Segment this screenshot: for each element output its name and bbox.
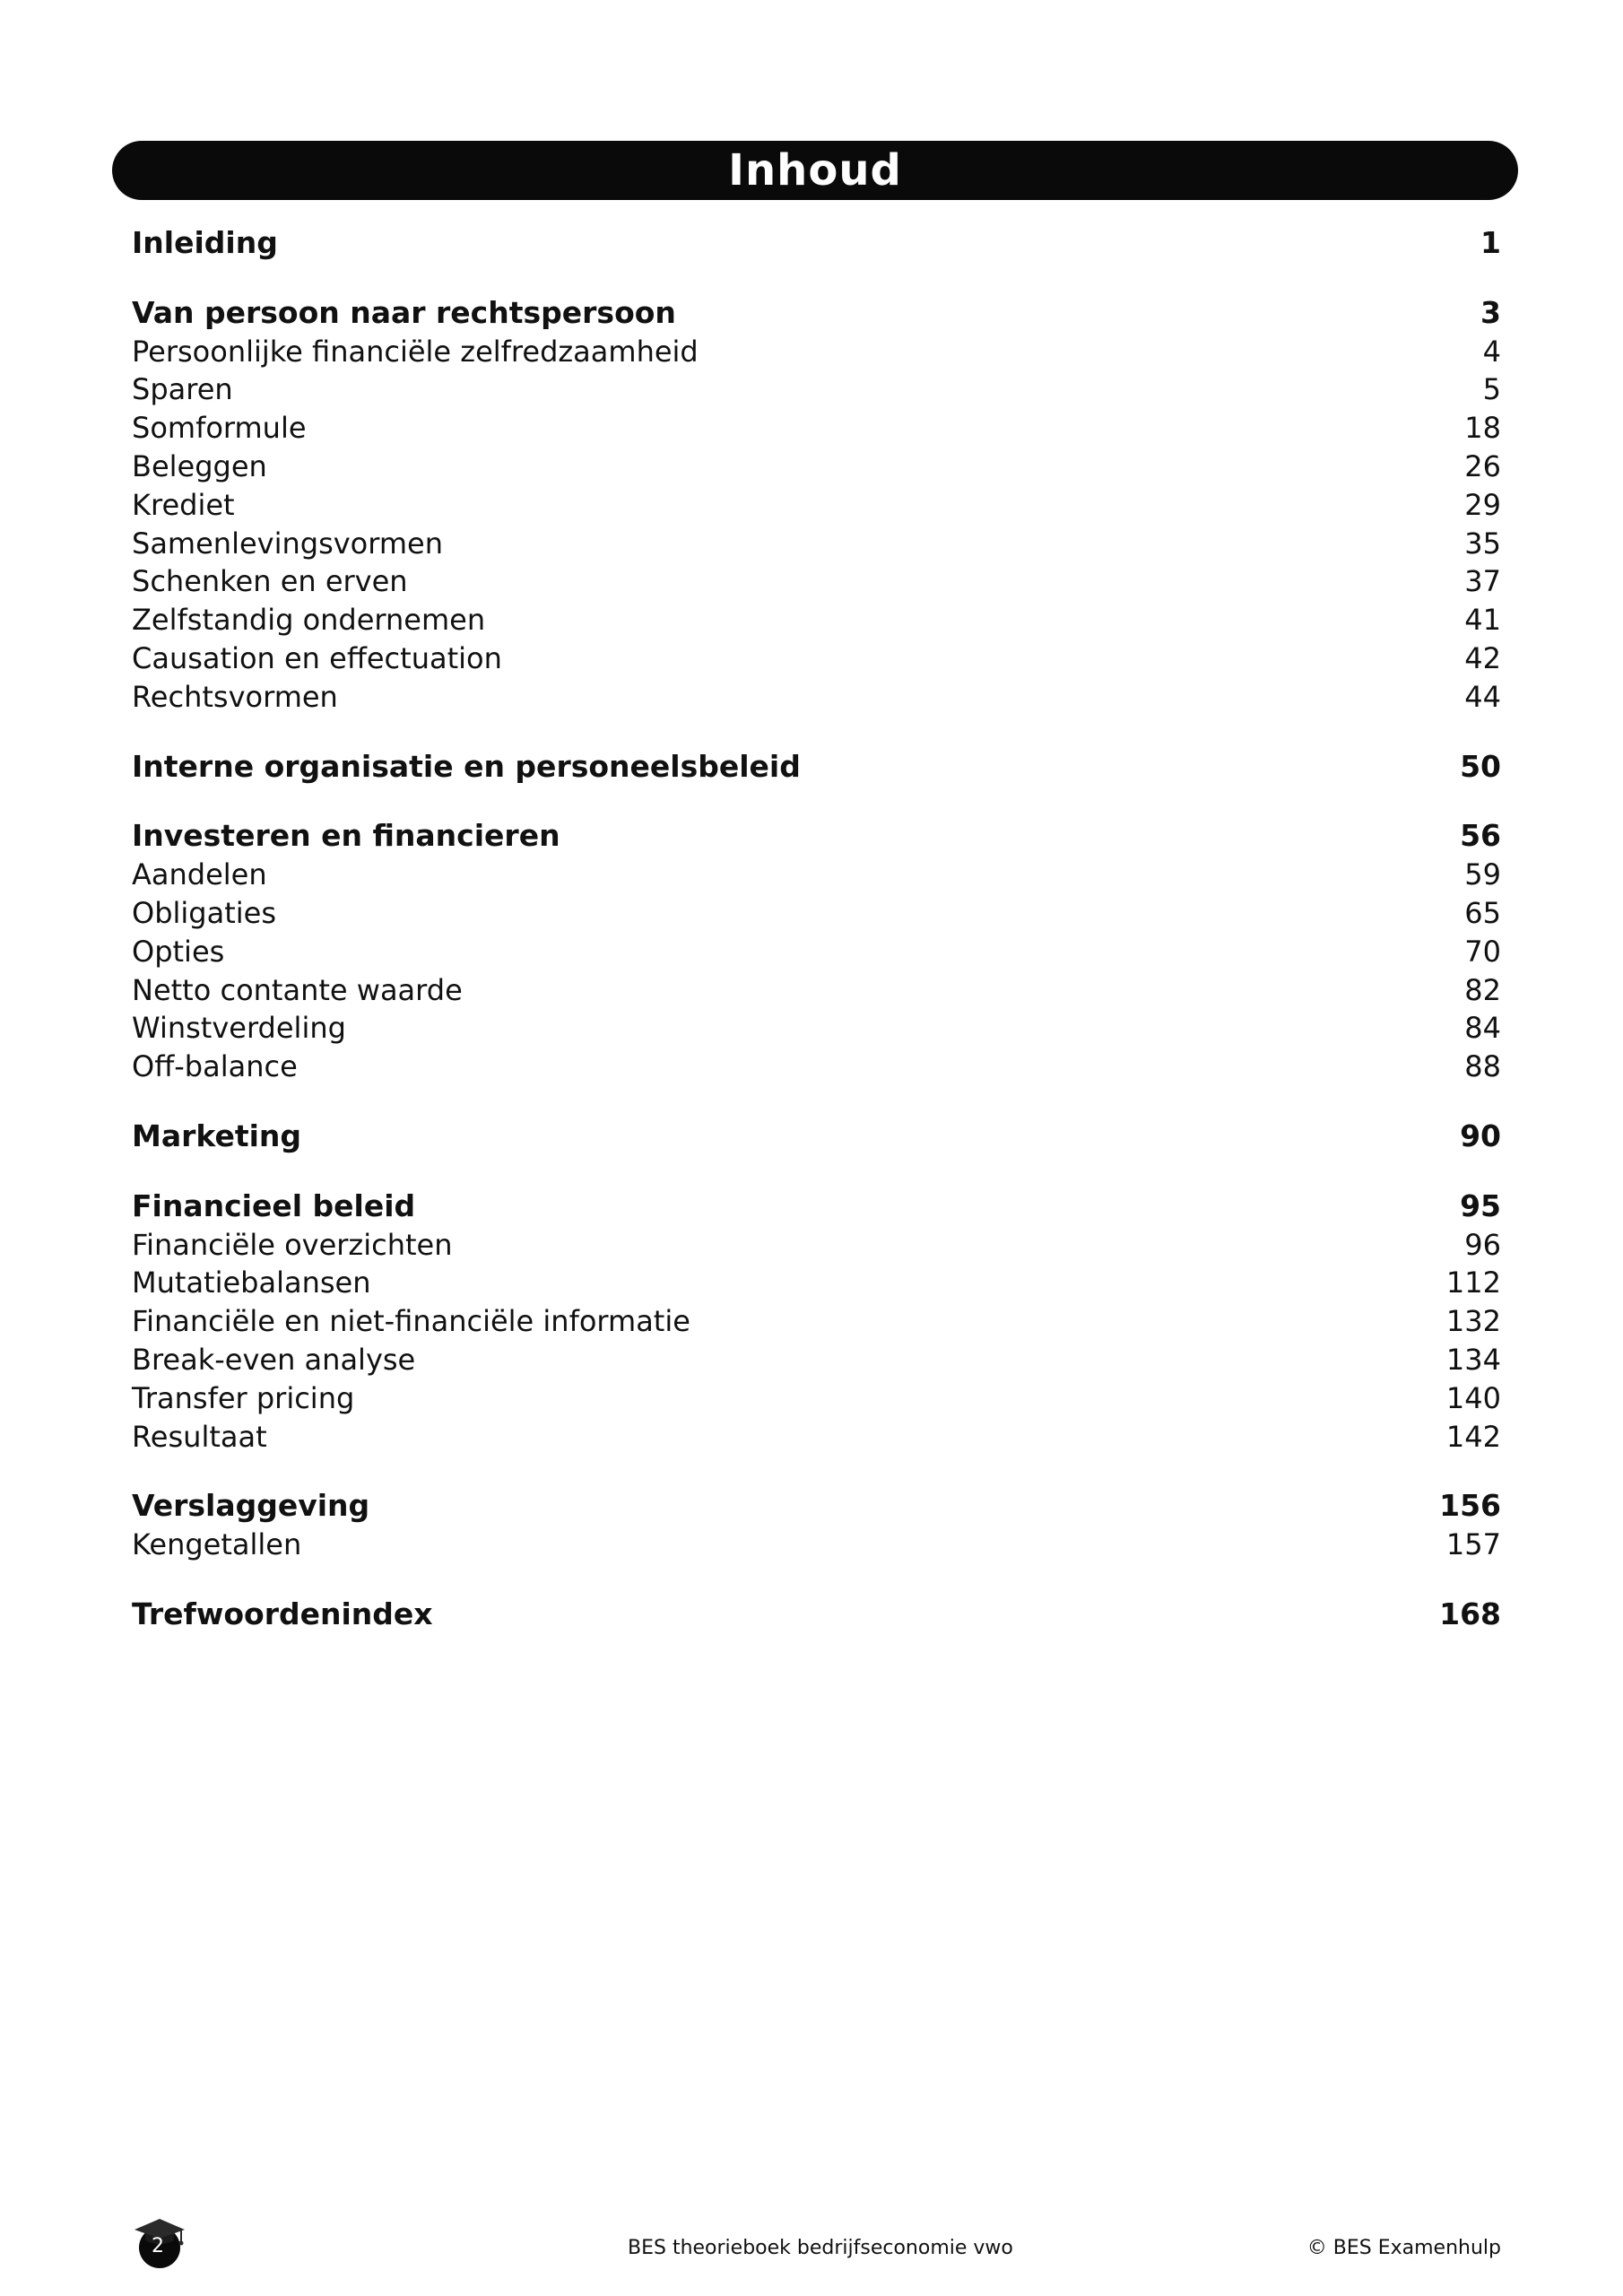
toc-entry[interactable] [132, 971, 1501, 1010]
toc-page-number: 35 [1464, 526, 1501, 561]
toc-page-number: 1 [1480, 225, 1501, 260]
book-title: BES theorieboek bedrijfseconomie vwo [628, 2237, 1013, 2259]
toc-label: Kengetallen [132, 1527, 302, 1562]
toc-label: Sparen [132, 372, 233, 407]
toc-page-number: 70 [1464, 934, 1501, 969]
toc-label: Netto contante waarde [132, 972, 463, 1007]
toc-chapter[interactable] [132, 817, 1501, 856]
toc-label: Schenken en erven [132, 564, 408, 599]
toc-label: Persoonlijke financiële zelfredzaamheid [132, 334, 699, 369]
toc-entry[interactable] [132, 1526, 1501, 1564]
toc-label: Opties [132, 934, 225, 969]
toc-page-number: 50 [1460, 748, 1501, 784]
toc-label: Resultaat [132, 1419, 267, 1454]
toc-label: Van persoon naar rechtspersoon [132, 294, 676, 330]
toc-page-number: 41 [1464, 603, 1501, 638]
toc-label: Aandelen [132, 857, 267, 892]
toc-gap [132, 263, 1501, 294]
toc-page-number: 29 [1464, 487, 1501, 522]
toc-page-number: 90 [1460, 1118, 1501, 1153]
toc-entry[interactable] [132, 1264, 1501, 1302]
toc-entry[interactable] [132, 1009, 1501, 1048]
toc-page-number: 142 [1445, 1419, 1501, 1454]
toc-label: Financieel beleid [132, 1187, 416, 1223]
toc-page-number: 59 [1464, 857, 1501, 892]
toc-page-number: 65 [1464, 895, 1501, 930]
toc-gap [132, 717, 1501, 748]
toc-entry[interactable] [132, 1379, 1501, 1418]
toc-chapter[interactable] [132, 294, 1501, 333]
toc-entry[interactable] [132, 639, 1501, 678]
title-bar [112, 141, 1518, 200]
toc-page-number: 18 [1464, 411, 1501, 446]
toc-page-number: 132 [1445, 1304, 1501, 1339]
toc-label: Financiële overzichten [132, 1227, 453, 1262]
toc-label: Break-even analyse [132, 1342, 416, 1377]
toc-page-number: 95 [1460, 1187, 1501, 1223]
toc-entry[interactable] [132, 856, 1501, 894]
toc-entry[interactable] [132, 894, 1501, 933]
toc-entry[interactable] [132, 1418, 1501, 1457]
toc-gap [132, 786, 1501, 817]
toc-page-number: 168 [1439, 1596, 1501, 1631]
toc-page-number: 44 [1464, 679, 1501, 714]
toc-gap [132, 1564, 1501, 1596]
toc-entry[interactable] [132, 1226, 1501, 1265]
toc-label: Marketing [132, 1118, 302, 1153]
toc-label: Rechtsvormen [132, 679, 338, 714]
toc-chapter[interactable] [132, 1487, 1501, 1526]
toc-page-number: 84 [1464, 1011, 1501, 1046]
toc-page-number: 134 [1445, 1342, 1501, 1377]
toc-entry[interactable] [132, 370, 1501, 409]
toc-label: Causation en effectuation [132, 640, 502, 675]
toc-chapter[interactable] [132, 1118, 1501, 1156]
toc-label: Transfer pricing [132, 1380, 355, 1415]
copyright: © BES Examenhulp [1306, 2237, 1501, 2259]
toc-page-number: 140 [1445, 1380, 1501, 1415]
toc-label: Krediet [132, 487, 235, 522]
toc-page-number: 82 [1464, 972, 1501, 1007]
toc-page-number: 112 [1445, 1265, 1501, 1300]
toc-label: Off-balance [132, 1049, 298, 1084]
page-title: Inhoud [728, 145, 902, 196]
toc-page-number: 5 [1482, 372, 1501, 407]
toc-chapter[interactable] [132, 1187, 1501, 1226]
toc-label: Interne organisatie en personeelsbeleid [132, 748, 801, 784]
toc-label: Mutatiebalansen [132, 1265, 371, 1300]
toc-label: Financiële en niet-financiële informatie [132, 1304, 690, 1339]
toc-page-number: 3 [1480, 294, 1501, 330]
toc-page-number: 56 [1460, 818, 1501, 854]
toc-label: Obligaties [132, 895, 276, 930]
toc-label: Inleiding [132, 225, 278, 260]
toc-label: Trefwoordenindex [132, 1596, 433, 1631]
toc-page-number: 88 [1464, 1049, 1501, 1084]
toc-label: Somformule [132, 411, 307, 446]
toc-label: Beleggen [132, 448, 267, 483]
toc-page-number: 4 [1482, 334, 1501, 369]
toc-entry[interactable] [132, 601, 1501, 639]
toc-entry[interactable] [132, 486, 1501, 525]
page-footer [0, 2206, 1623, 2278]
toc-chapter[interactable] [132, 1596, 1501, 1634]
table-of-contents [132, 224, 1501, 1634]
toc-gap [132, 1156, 1501, 1187]
toc-label: Zelfstandig ondernemen [132, 603, 486, 638]
toc-page-number: 96 [1464, 1227, 1501, 1262]
toc-entry[interactable] [132, 525, 1501, 563]
toc-chapter[interactable] [132, 748, 1501, 787]
toc-label: Samenlevingsvormen [132, 526, 443, 561]
toc-entry[interactable] [132, 1302, 1501, 1341]
toc-label: Verslaggeving [132, 1488, 370, 1524]
toc-gap [132, 1456, 1501, 1487]
toc-entry[interactable] [132, 1341, 1501, 1379]
toc-page-number: 42 [1464, 640, 1501, 675]
toc-entry[interactable] [132, 678, 1501, 717]
toc-page-number: 37 [1464, 564, 1501, 599]
toc-gap [132, 1086, 1501, 1118]
toc-page-number: 156 [1439, 1488, 1501, 1524]
toc-page-number: 157 [1445, 1527, 1501, 1562]
toc-entry[interactable] [132, 933, 1501, 971]
toc-chapter[interactable] [132, 224, 1501, 263]
toc-entry[interactable] [132, 448, 1501, 486]
toc-entry[interactable] [132, 333, 1501, 371]
toc-label: Winstverdeling [132, 1011, 346, 1046]
page-number: 2 [152, 2235, 164, 2257]
toc-entry[interactable] [132, 1048, 1501, 1086]
toc-page-number: 26 [1464, 448, 1501, 483]
toc-entry[interactable] [132, 562, 1501, 601]
toc-entry[interactable] [132, 409, 1501, 448]
toc-label: Investeren en financieren [132, 818, 560, 854]
